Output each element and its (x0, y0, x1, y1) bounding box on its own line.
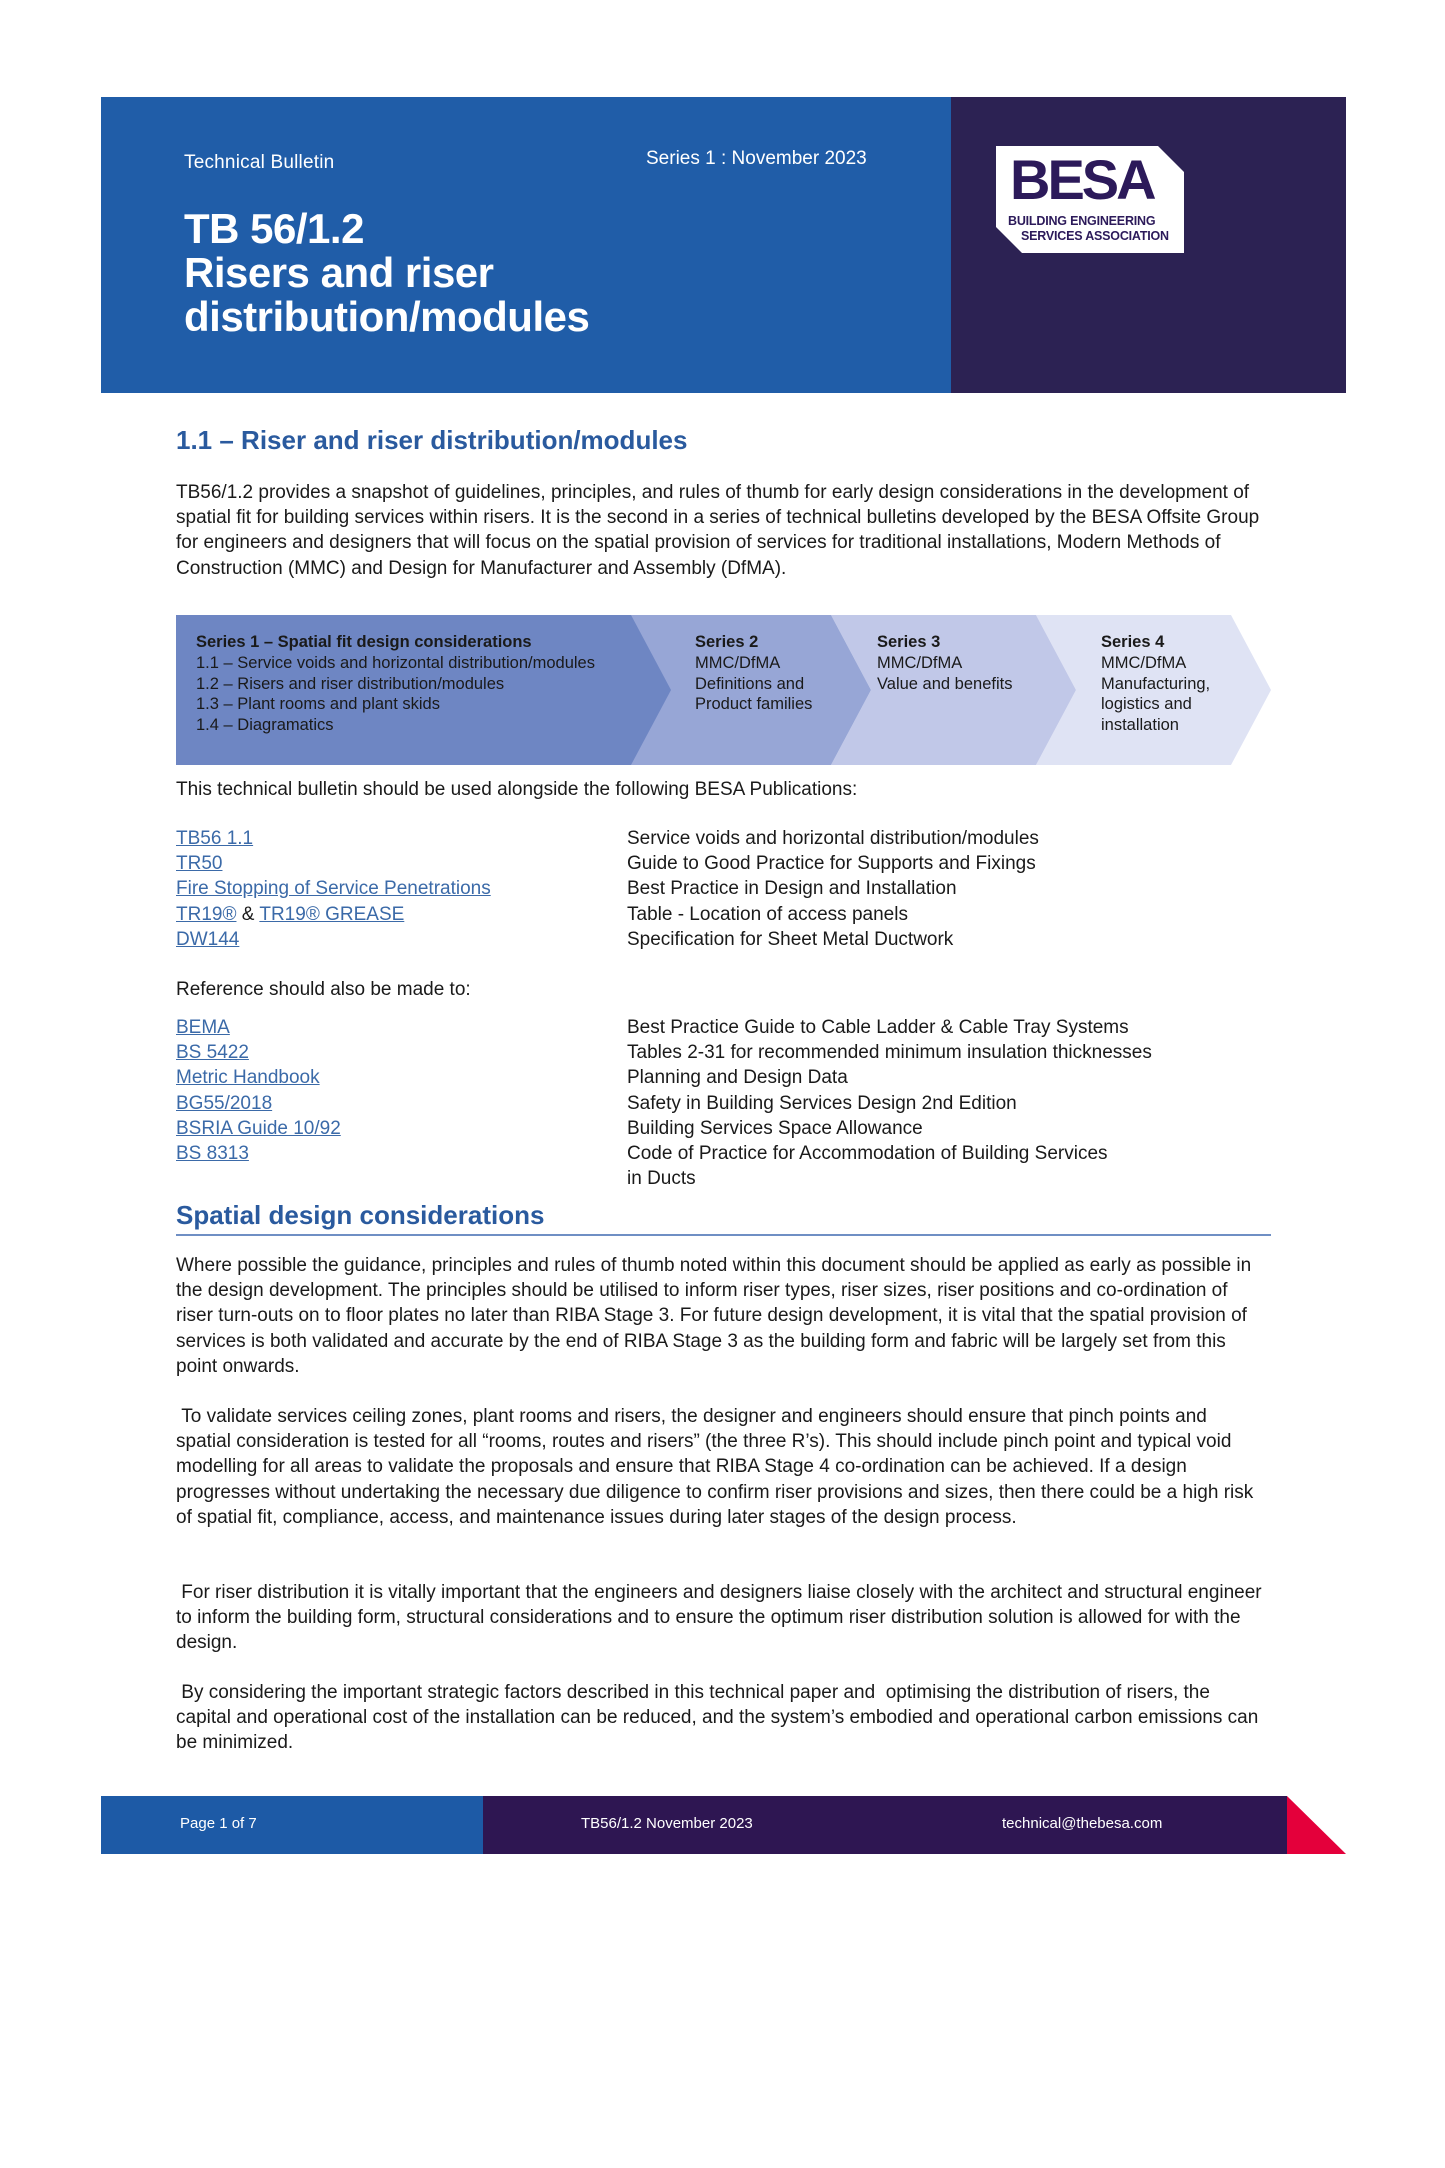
body-paragraph: To validate services ceiling zones, plant rooms and risers, the designer and engineers should ensure that pinch points and spatial consideration is tested for all “rooms, routes and risers” (the three R’s). This should include pinch point and typical void modelling for all areas to validate the proposals and ensure that RIBA Stage 4 co-ordination can be achieved. If a design progresses without undertaking the necessary due diligence to confirm riser provisions and sizes, then there could be a high risk of spatial fit, compliance, access, and maintenance issues during later stages of the design process. (176, 1406, 1259, 1528)
series-4-block (1101, 632, 1210, 736)
reference-link[interactable]: BS 5422 (176, 1042, 249, 1064)
reference-link[interactable]: BEMA (176, 1017, 230, 1038)
logo-subtitle: BUILDING ENGINEERING (1008, 214, 1156, 228)
publication-link[interactable]: TB56 1.1 (176, 828, 254, 849)
publication-description: Service voids and horizontal distribution/modules (627, 828, 1039, 849)
series-title: Series 1 – Spatial fit design considerations (196, 633, 532, 651)
series-line: logistics and (1101, 695, 1192, 714)
heading-divider (176, 1234, 1271, 1236)
section-heading: Spatial design considerations (176, 1200, 545, 1230)
series-title: Series 4 (1101, 633, 1165, 651)
reference-description: Tables 2-31 for recommended minimum insulation thicknesses (627, 1042, 1152, 1064)
series-date: Series 1 : November 2023 (646, 148, 867, 169)
list-item (176, 1116, 1271, 1141)
series-line: MMC/DfMA (877, 653, 963, 672)
logo-subtitle: SERVICES ASSOCIATION (1021, 229, 1169, 243)
reference-description-line: in Ducts (627, 1168, 696, 1190)
reference-description: Best Practice Guide to Cable Ladder & Cable Tray Systems (627, 1017, 1129, 1038)
list-item (176, 1065, 1271, 1090)
list-item (176, 1141, 1271, 1191)
title-line: Risers and riser (184, 249, 494, 296)
list-item (176, 876, 1271, 901)
reference-description: Safety in Building Services Design 2nd Edition (627, 1092, 1017, 1114)
series-title: Series 2 (695, 633, 759, 651)
section-heading: 1.1 – Riser and riser distribution/modules (176, 425, 688, 455)
footer-accent-triangle (1287, 1796, 1346, 1854)
list-item (176, 851, 1271, 876)
publications-intro: This technical bulletin should be used alongside the following BESA Publications: (176, 779, 858, 800)
reference-link[interactable]: Metric Handbook (176, 1067, 320, 1089)
series-line: Manufacturing, (1101, 674, 1211, 693)
title-line: TB 56/1.2 (184, 205, 364, 252)
series-2-block (695, 632, 812, 715)
publication-link[interactable]: Fire Stopping of Service Penetrations (176, 878, 491, 900)
series-3-block (877, 632, 1012, 694)
publication-link[interactable]: TR50 (176, 853, 223, 875)
publication-description: Table - Location of access panels (627, 903, 908, 925)
publications-list (176, 826, 1271, 952)
body-paragraph: For riser distribution it is vitally important that the engineers and designers liaise closely with the architect and structural engineer to inform the building form, structural considerations and to ensure the optimum riser distribution solution is allowed for with the design. (176, 1582, 1267, 1654)
logo-wordmark: BESA (1010, 148, 1154, 211)
series-line: 1.3 – Plant rooms and plant skids (196, 695, 440, 714)
besa-logo (996, 146, 1184, 253)
body-paragraph: Where possible the guidance, principles and rules of thumb noted within this document should be applied as early as possible in the design development. The principles should be utilised to inform riser types, riser sizes, riser positions and co-ordination of riser turn-outs on to floor plates no later than RIBA Stage 3. For future design development, it is vital that the spatial provision of services is both validated and accurate by the end of RIBA Stage 3 as the building form and fabric will be largely set from this point onwards. (176, 1255, 1257, 1377)
series-line: Value and benefits (877, 674, 1013, 693)
publication-link[interactable]: TR19® (176, 903, 237, 925)
list-item (176, 1091, 1271, 1116)
reference-description: Building Services Space Allowance (627, 1117, 923, 1139)
series-line: Definitions and (695, 674, 805, 693)
document-kicker: Technical Bulletin (184, 152, 335, 173)
footer-blue-panel (101, 1796, 483, 1854)
references-intro: Reference should also be made to: (176, 979, 471, 1000)
list-item (176, 1015, 1271, 1040)
publication-description: Specification for Sheet Metal Ductwork (627, 928, 954, 950)
series-line: Product families (695, 695, 813, 714)
footer-document-ref: TB56/1.2 November 2023 (581, 1815, 753, 1832)
series-line: installation (1101, 716, 1179, 735)
reference-description: Planning and Design Data (627, 1067, 848, 1089)
series-line: MMC/DfMA (1101, 653, 1187, 672)
series-chevron-banner (176, 615, 1271, 765)
reference-description-line: Code of Practice for Accommodation of Building Services (627, 1143, 1108, 1165)
list-item (176, 902, 1271, 927)
list-item (176, 826, 1271, 851)
publication-description: Best Practice in Design and Installation (627, 878, 957, 900)
reference-description (627, 1141, 1271, 1191)
page-number: Page 1 of 7 (180, 1815, 257, 1832)
reference-link[interactable]: BS 8313 (176, 1143, 249, 1165)
document-title (184, 207, 589, 339)
series-1-block (196, 632, 595, 736)
reference-link[interactable]: BG55/2018 (176, 1092, 273, 1114)
body-paragraph: By considering the important strategic factors described in this technical paper and optimising the distribution of risers, the capital and operational cost of the installation can be reduced, and the system’s embodied and operational carbon emissions can be minimized. (176, 1682, 1264, 1754)
ampersand: & (236, 903, 260, 925)
footer-email[interactable]: technical@thebesa.com (1002, 1815, 1163, 1832)
list-item (176, 1040, 1271, 1065)
publication-description: Guide to Good Practice for Supports and Fixings (627, 853, 1036, 875)
series-line: 1.1 – Service voids and horizontal distribution/modules (196, 653, 595, 672)
intro-paragraph: TB56/1.2 provides a snapshot of guidelines, principles, and rules of thumb for early design considerations in the development of spatial fit for building services within risers. It is the second in a series of technical bulletins developed by the BESA Offsite Group for engineers and designers that will focus on the spatial provision of services for traditional installations, Modern Methods of Construction (MMC) and Design for Manufacturer and Assembly (DfMA). (176, 482, 1260, 579)
publication-link[interactable]: TR19® GREASE (259, 903, 405, 925)
publication-link[interactable]: DW144 (176, 928, 240, 950)
references-list (176, 1015, 1271, 1191)
reference-link[interactable]: BSRIA Guide 10/92 (176, 1117, 341, 1139)
list-item (176, 927, 1271, 952)
series-title: Series 3 (877, 633, 941, 651)
series-line: MMC/DfMA (695, 653, 781, 672)
title-line: distribution/modules (184, 293, 590, 340)
series-line: 1.2 – Risers and riser distribution/modules (196, 674, 505, 693)
series-line: 1.4 – Diagramatics (196, 716, 334, 735)
page-footer (101, 1796, 1346, 1854)
